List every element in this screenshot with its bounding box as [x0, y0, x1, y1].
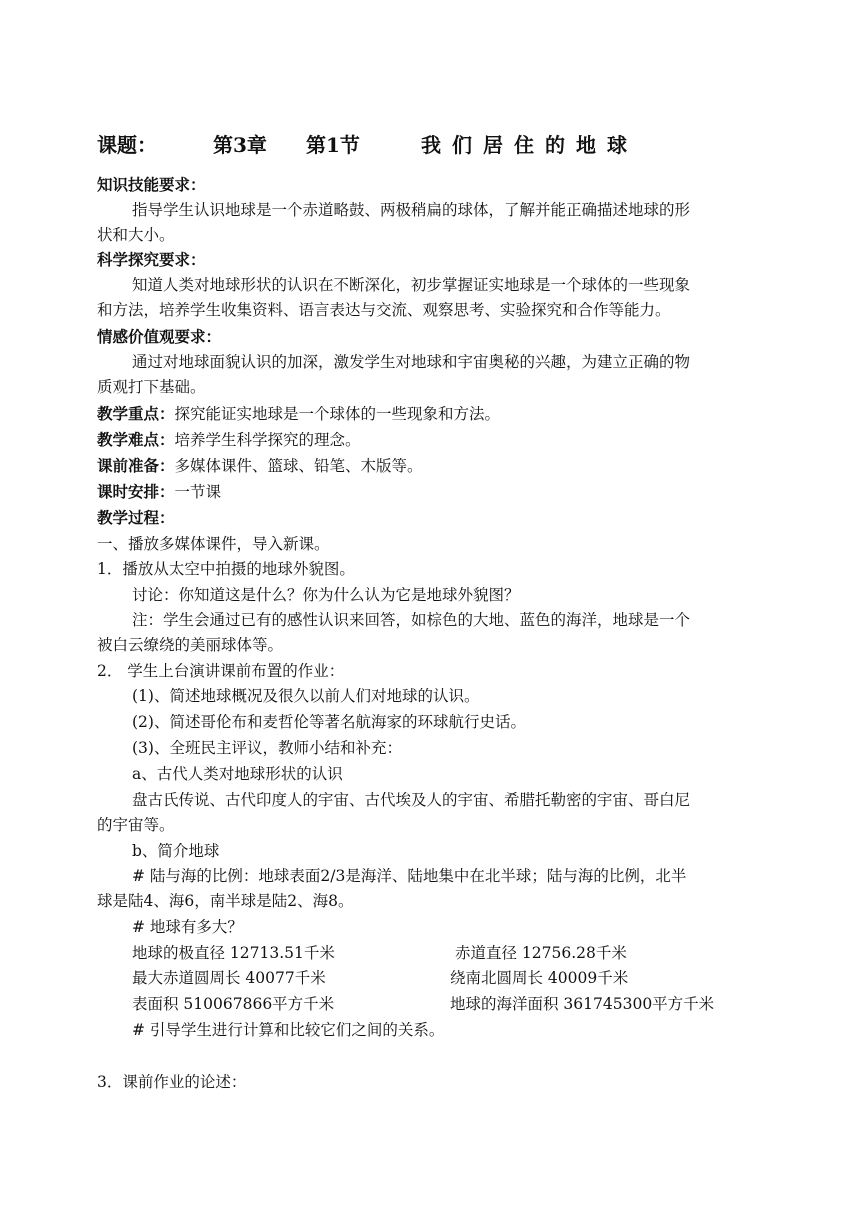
- point-b: b、简介地球: [132, 842, 220, 860]
- knowledge-heading: 知识技能要求：: [97, 175, 206, 194]
- inquiry-text-2: 和方法，培养学生收集资料、语言表达与交流、观察思考、实验探究和合作等能力。: [97, 301, 671, 319]
- sub-item-3: (3)、全班民主评议，教师小结和补充：: [132, 739, 402, 757]
- difficulty-label: 教学难点：: [97, 430, 175, 449]
- polar-diameter: 地球的极直径 12713.51千米: [132, 944, 335, 962]
- emotion-heading: 情感价值观要求：: [97, 327, 222, 346]
- equatorial-diameter: 赤道直径 12756.28千米: [455, 944, 627, 962]
- title-chapter: 第3章: [213, 133, 267, 157]
- note-text-1: 注：学生会通过已有的感性认识来回答，如棕色的大地、蓝色的海洋，地球是一个: [132, 611, 691, 629]
- key-point-text: 探究能证实地球是一个球体的一些现象和方法。: [174, 405, 501, 423]
- process-item-2: 2． 学生上台演讲课前布置的作业：: [97, 662, 345, 680]
- process-heading: 教学过程：: [97, 508, 175, 527]
- surface-area: 表面积 510067866平方千米: [132, 995, 335, 1013]
- myth-text-1: 盘古氏传说、古代印度人的宇宙、古代埃及人的宇宙、希腊托勒密的宇宙、哥白尼: [132, 791, 691, 809]
- emotion-text-2: 质观打下基础。: [97, 378, 206, 396]
- difficulty-text: 培养学生科学探究的理念。: [174, 431, 361, 449]
- myth-text-2: 的宇宙等。: [97, 816, 175, 834]
- ratio-text-1: # 陆与海的比例：地球表面2/3是海洋、陆地集中在北半球；陆与海的比例，北半: [132, 867, 687, 885]
- title-section: 第1节: [306, 133, 360, 157]
- schedule-text: 一节课: [174, 483, 222, 501]
- knowledge-text-1: 指导学生认识地球是一个赤道略鼓、两极稍扁的球体，了解并能正确描述地球的形: [132, 201, 691, 219]
- size-question: # 地球有多大？: [132, 918, 243, 936]
- ocean-area: 地球的海洋面积 361745300平方千米: [450, 995, 715, 1013]
- key-point-label: 教学重点：: [97, 404, 175, 423]
- process-item-1: 1．播放从太空中拍摄的地球外貌图。: [97, 560, 355, 578]
- title-label: 课题：: [97, 133, 157, 157]
- sub-item-2: (2)、简述哥伦布和麦哲伦等著名航海家的环球航行史话。: [132, 713, 526, 731]
- preparation-text: 多媒体课件、篮球、铅笔、木版等。: [174, 457, 423, 475]
- key-point-row: [97, 404, 767, 424]
- ratio-text-2: 球是陆4、海6，南半球是陆2、海8。: [97, 892, 354, 910]
- discussion-text: 讨论：你知道这是什么？你为什么认为它是地球外貌图？: [132, 586, 520, 604]
- guide-text: # 引导学生进行计算和比较它们之间的关系。: [132, 1021, 445, 1039]
- knowledge-text-2: 状和大小。: [97, 226, 175, 244]
- difficulty-row: [97, 430, 767, 450]
- emotion-text-1: 通过对地球面貌认识的加深，激发学生对地球和宇宙奥秘的兴趣，为建立正确的物: [132, 353, 691, 371]
- max-equatorial-circumference: 最大赤道圆周长 40077千米: [132, 969, 326, 987]
- sub-item-1: (1)、简述地球概况及很久以前人们对地球的认识。: [132, 687, 480, 705]
- process-part-1: 一、播放多媒体课件，导入新课。: [97, 535, 330, 553]
- schedule-label: 课时安排：: [97, 482, 175, 501]
- preparation-row: [97, 456, 767, 476]
- title-topic: 我们居住的地球: [421, 133, 638, 157]
- note-text-2: 被白云缭绕的美丽球体等。: [97, 636, 284, 654]
- process-item-3: 3．课前作业的论述：: [97, 1073, 247, 1091]
- preparation-label: 课前准备：: [97, 456, 175, 475]
- schedule-row: [97, 482, 767, 502]
- point-a: a、古代人类对地球形状的认识: [132, 765, 343, 783]
- inquiry-heading: 科学探究要求：: [97, 250, 206, 269]
- inquiry-text-1: 知道人类对地球形状的认识在不断深化，初步掌握证实地球是一个球体的一些现象: [132, 276, 691, 294]
- meridian-circumference: 绕南北圆周长 40009千米: [450, 969, 629, 987]
